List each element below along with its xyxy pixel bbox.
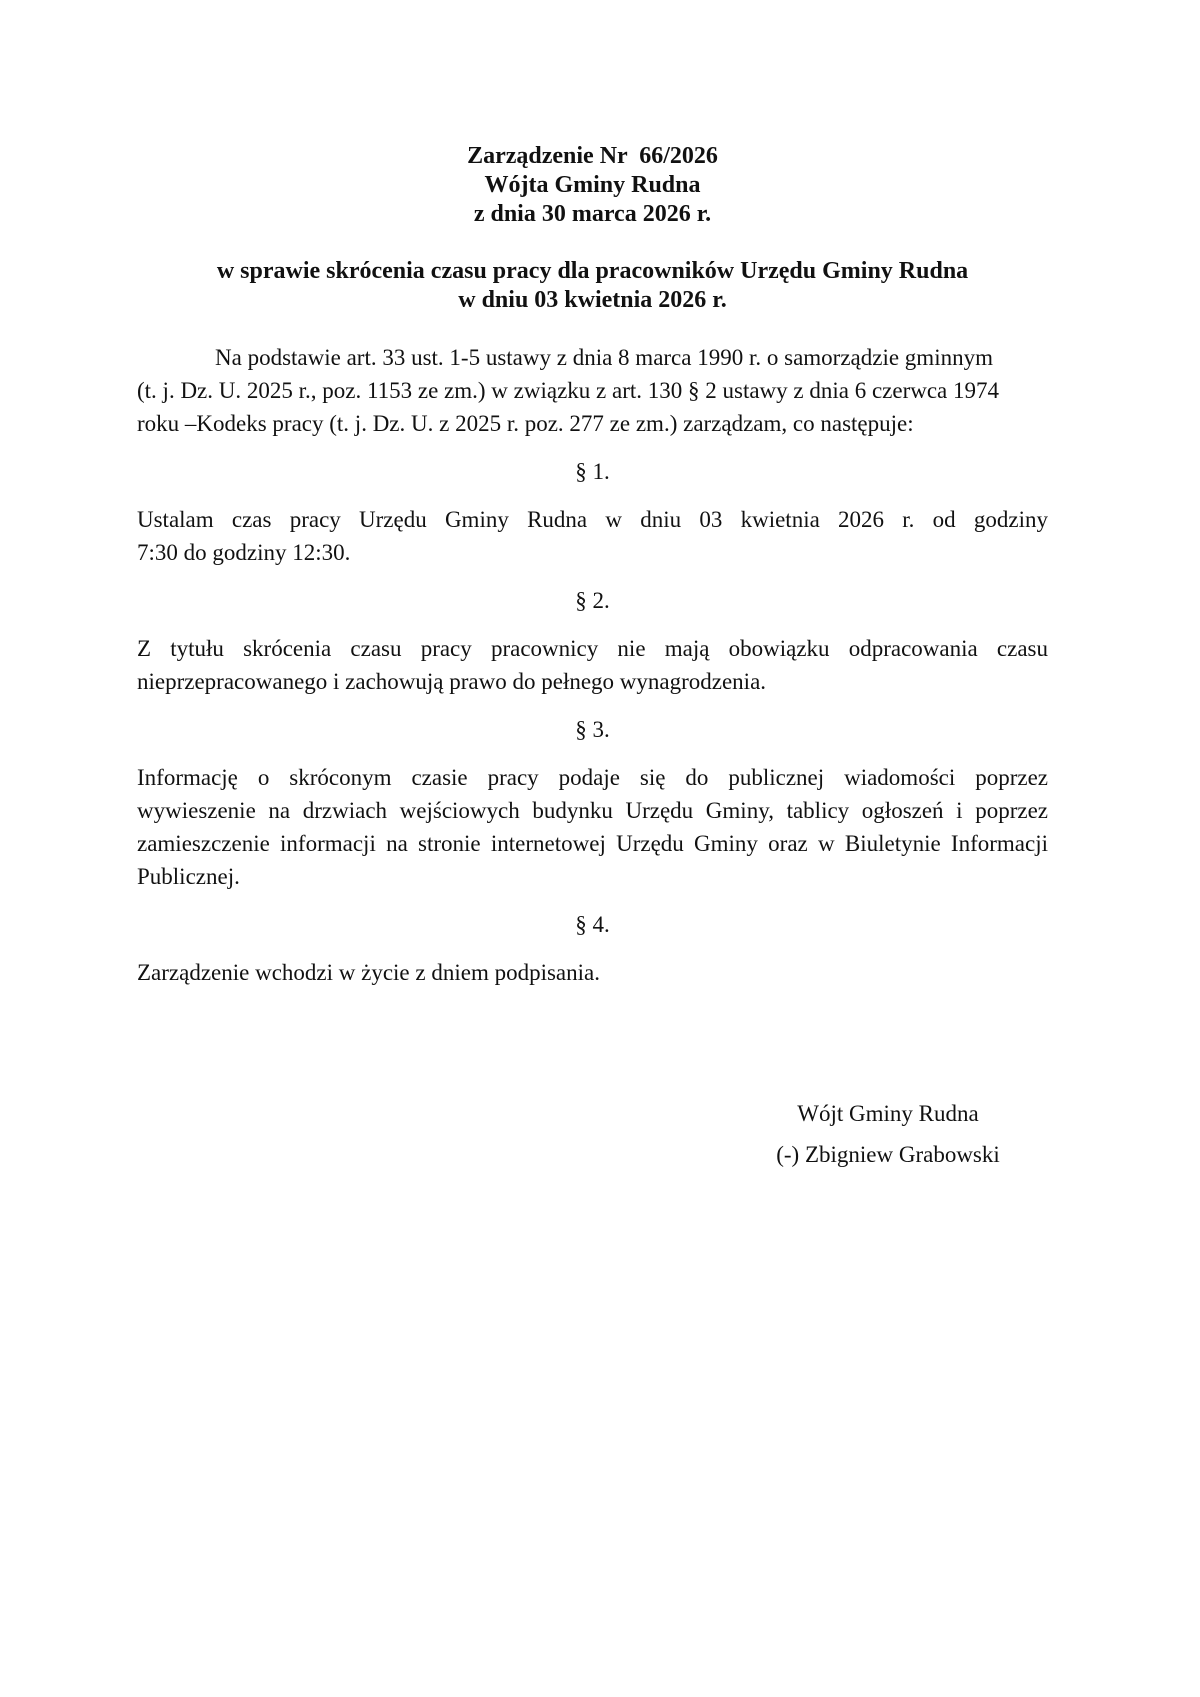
preamble-line: Na podstawie art. 33 ust. 1-5 ustawy z dnia 8 marca 1990 r. o samorządzie gminnym: [215, 345, 993, 370]
subject-line-2: w dniu 03 kwietnia 2026 r.: [458, 287, 727, 313]
document-subject: [137, 257, 1048, 315]
paragraph-line: 7:30 do godziny 12:30.: [137, 540, 351, 565]
paragraph-line: Zarządzenie wchodzi w życie z dniem podpisania.: [137, 960, 600, 985]
paragraph-line: nieprzepracowanego i zachowują prawo do pełnego wynagrodzenia.: [137, 669, 767, 694]
paragraph-line: Informację o skróconym czasie pracy podaje się do publicznej wiadomości poprzez: [137, 765, 1048, 790]
section-2-paragraph: [137, 632, 1048, 698]
signature-role: Wójt Gminy Rudna: [797, 1101, 979, 1126]
subject-line-1: w sprawie skrócenia czasu pracy dla pracowników Urzędu Gminy Rudna: [216, 258, 969, 284]
section-3-mark: § 3.: [575, 717, 610, 742]
preamble-line: (t. j. Dz. U. 2025 r., poz. 1153 ze zm.) w związku z art. 130 § 2 ustawy z dnia 6 czerwca 1974: [137, 378, 1000, 403]
signature-name: (-) Zbigniew Grabowski: [776, 1142, 1000, 1167]
title-line-authority: Wójta Gminy Rudna: [484, 172, 701, 198]
title-line-number: Zarządzenie Nr 66/2026: [467, 143, 718, 169]
document-title: [137, 142, 1048, 229]
section-4-paragraph: [137, 956, 1048, 989]
section-1-mark: § 1.: [575, 459, 610, 484]
paragraph-line: zamieszczenie informacji na stronie internetowej Urzędu Gminy oraz w Biuletynie Informacji: [137, 831, 1048, 856]
paragraph-line: wywieszenie na drzwiach wejściowych budynku Urzędu Gminy, tablicy ogłoszeń i poprzez: [137, 798, 1048, 823]
paragraph-line: Publicznej.: [137, 864, 240, 889]
section-2-mark: § 2.: [575, 588, 610, 613]
paragraph-line: Ustalam czas pracy Urzędu Gminy Rudna w dniu 03 kwietnia 2026 r. od godziny: [137, 507, 1048, 532]
paragraph-line: Z tytułu skrócenia czasu pracy pracownicy nie mają obowiązku odpracowania czasu: [137, 636, 1048, 661]
section-4-mark: § 4.: [575, 912, 610, 937]
preamble-paragraph: [137, 341, 1048, 440]
preamble-line: roku –Kodeks pracy (t. j. Dz. U. z 2025 r. poz. 277 ze zm.) zarządzam, co następuje:: [137, 411, 914, 436]
section-1-paragraph: [137, 503, 1048, 569]
title-line-date: z dnia 30 marca 2026 r.: [473, 201, 712, 227]
section-3-paragraph: [137, 761, 1048, 893]
signature-block: [728, 1093, 1048, 1175]
